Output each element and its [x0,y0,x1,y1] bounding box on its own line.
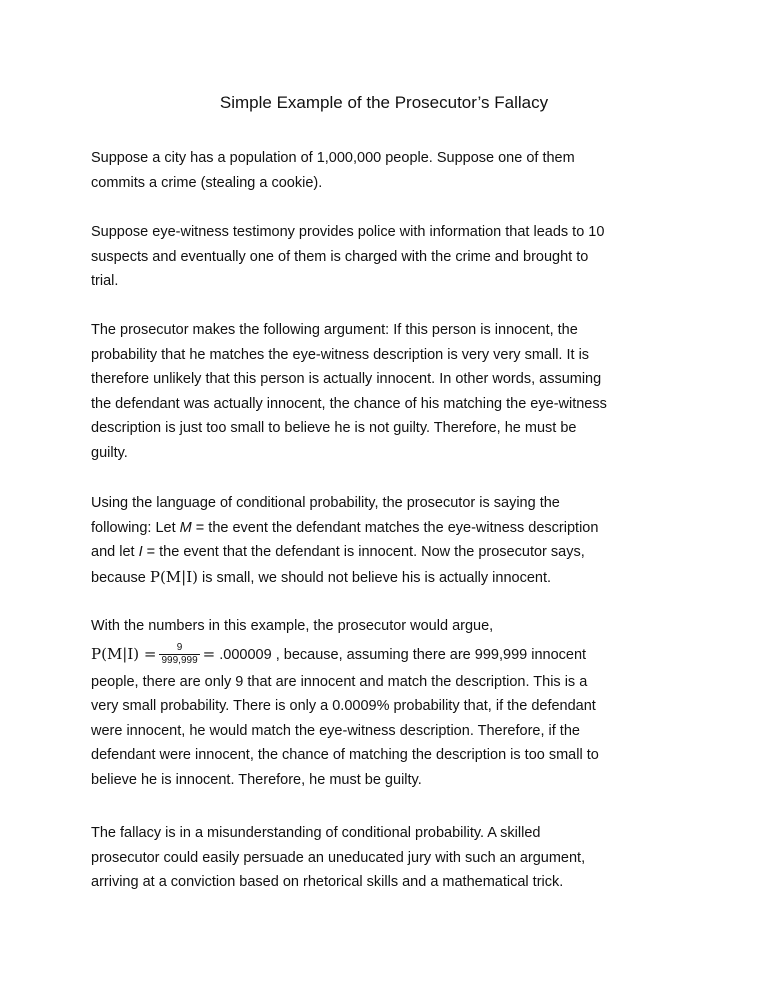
formula-lhs: P(M|I) = [91,644,157,663]
text-fragment: = the event the defendant matches the eye-witness description [191,519,599,536]
text-line: Suppose a city has a population of 1,000,000 people. Suppose one of them [91,150,575,166]
paragraph-eyewitness [91,220,691,294]
text-fragment: and let [91,544,139,561]
text-line: The fallacy is in a misunderstanding of conditional probability. A skilled [91,825,541,841]
text-line: The prosecutor makes the following argument: If this person is innocent, the [91,322,578,338]
text-line: commits a crime (stealing a cookie). [91,174,323,191]
text-fragment: is small, we should not believe his is actually innocent. [198,569,552,586]
fraction-denominator: 999,999 [161,655,198,667]
text-line: trial. [91,273,119,290]
text-line: description is just too small to believe he is not guilty. Therefore, he must be [91,420,577,437]
text-line: Suppose eye-witness testimony provides police with information that leads to 10 [91,224,605,240]
text-line: Using the language of conditional probability, the prosecutor is saying the [91,495,560,511]
variable-m: M [179,519,192,536]
text-line: believe he is innocent. Therefore, he must be guilty. [91,771,422,788]
text-line: the defendant was actually innocent, the chance of his matching the eye-witness [91,395,607,412]
text-line: arriving at a conviction based on rhetorical skills and a mathematical trick. [91,874,564,891]
paragraph-conditional-probability [91,491,691,590]
paragraph-prosecutor-argument [91,318,691,466]
text-fragment: = the event that the defendant is innocent. Now the prosecutor says, [142,544,585,561]
paragraph-population [91,146,691,195]
paragraph-numbers [91,614,691,793]
text-line: people, there are only 9 that are innocent and match the description. This is a [91,673,588,690]
text-fragment: because [91,569,150,586]
text-line [91,565,691,591]
text-line: very small probability. There is only a 0.0009% probability that, if the defendant [91,698,596,715]
text-line: defendant were innocent, the chance of matching the description is too small to [91,747,599,764]
formula-rest: .000009 , because, assuming there are 999,999 innocent [219,646,587,663]
paragraph-fallacy-conclusion [91,821,691,895]
formula-fraction [159,642,199,667]
variable-i: I [138,544,143,561]
probability-expression: P(M|I) [149,567,198,586]
text-line: With the numbers in this example, the prosecutor would argue, [91,618,494,634]
formula-line [91,639,691,670]
text-fragment: following: Let [91,519,180,536]
text-line [91,516,691,541]
text-line: guilty. [91,444,128,461]
text-line: suspects and eventually one of them is charged with the crime and brought to [91,248,589,265]
text-line: prosecutor could easily persuade an uneducated jury with such an argument, [91,849,586,866]
fraction-numerator: 9 [159,642,199,655]
text-line: were innocent, he would match the eye-witness description. Therefore, if the [91,722,580,739]
text-line: probability that he matches the eye-witness description is very very small. It is [91,346,590,363]
formula-equals: = [202,644,216,663]
document-title: Simple Example of the Prosecutor’s Fallacy [219,93,549,112]
text-line [91,540,691,565]
text-line: therefore unlikely that this person is actually innocent. In other words, assuming [91,371,602,388]
